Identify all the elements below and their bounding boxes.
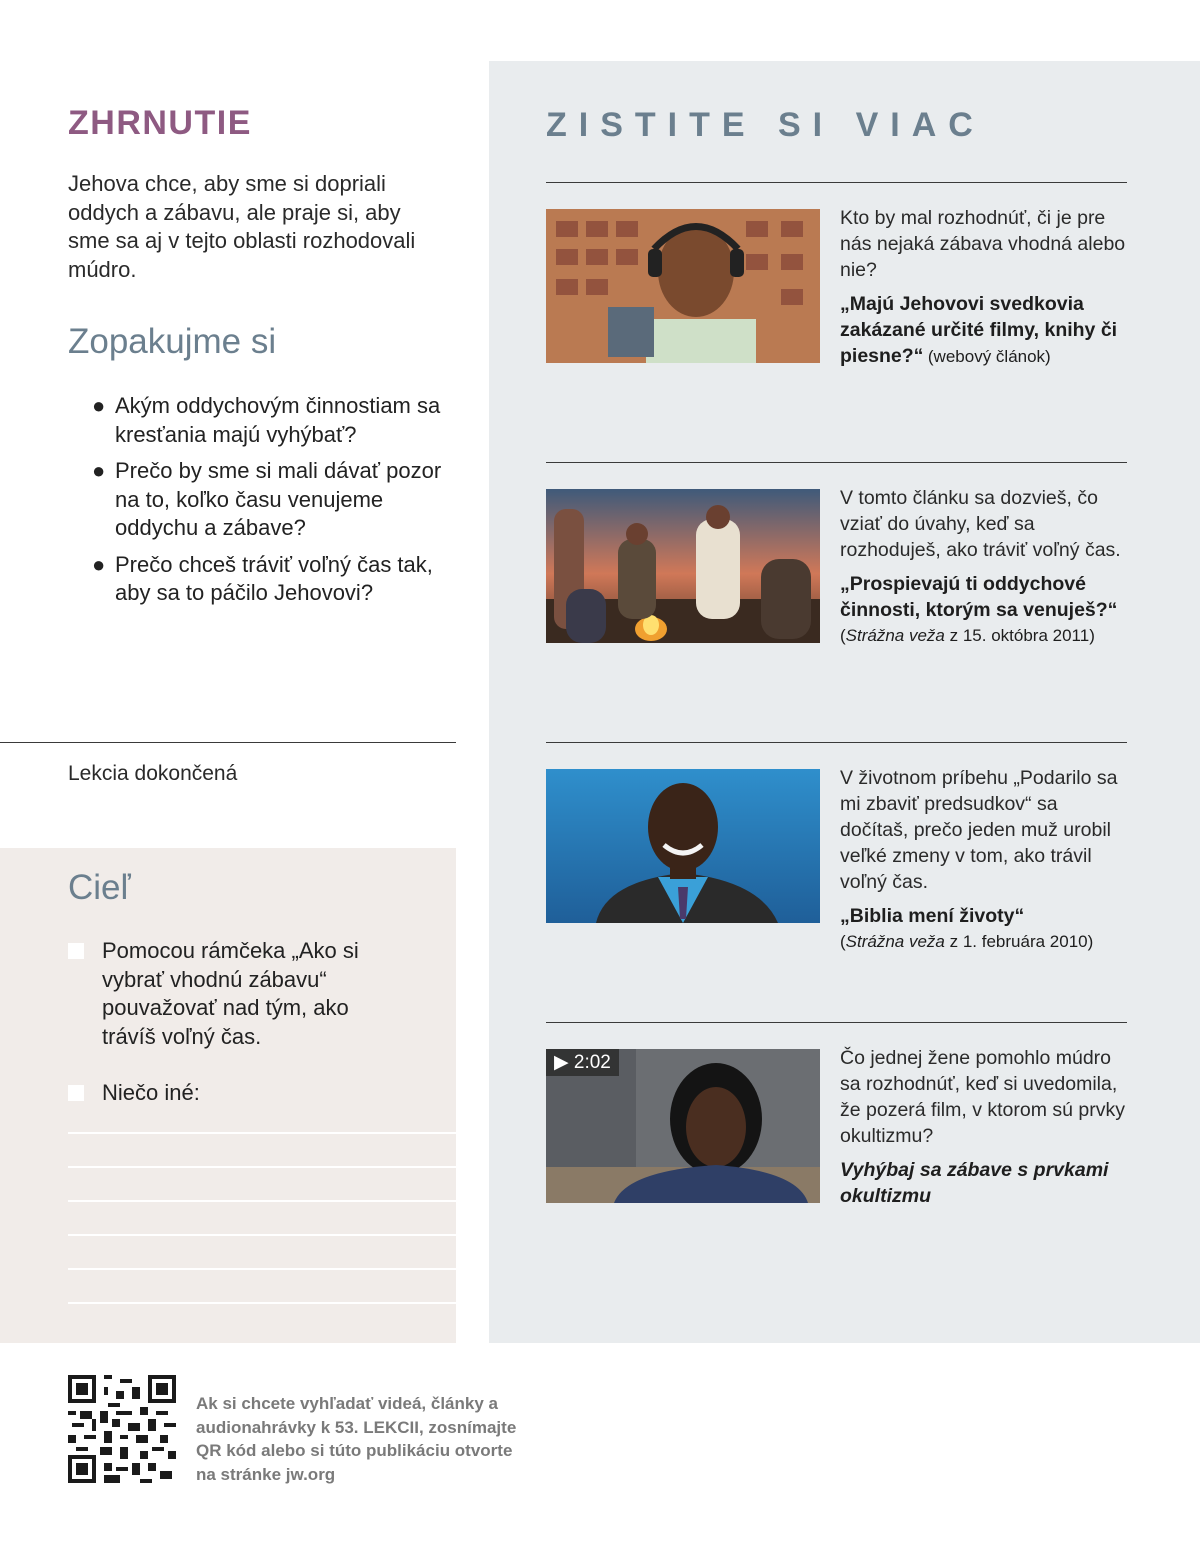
entry-description: Čo jednej žene pomohlo múdro sa rozhodnúť, keď si uvedomila, že pozerá film, v ktorom sú prvky okultizmu? [840, 1047, 1125, 1147]
source-date: z 15. októbra 2011) [944, 626, 1095, 645]
source-date: z 1. februára 2010) [944, 932, 1094, 951]
article-link[interactable]: „Prospievajú ti oddychové činnosti, ktorým sa venuješ?“ [840, 573, 1118, 621]
video-link[interactable]: Vyhýbaj sa zábave s prvkami okultizmu [840, 1159, 1109, 1207]
review-item-text: Prečo chceš tráviť voľný čas tak, aby sa to páčilo Jehovovi? [115, 551, 433, 605]
entry-text [840, 485, 1130, 649]
bullet-icon: ● [92, 458, 106, 483]
review-item [92, 392, 462, 449]
source-publication: Strážna veža [845, 626, 945, 645]
bullet-icon: ● [92, 551, 106, 577]
article-thumbnail[interactable] [546, 209, 820, 363]
qr-code-graphic [68, 1375, 176, 1483]
summary-text: Jehova chce, aby sme si dopriali oddych a zábavu, ale praje si, aby sme sa aj v tejto oblasti rozhodovali múdro. [68, 171, 416, 282]
writing-line[interactable] [68, 1302, 456, 1304]
entry-description: V životnom príbehu „Podarilo sa mi zbaviť predsudkov“ sa dočítaš, prečo jeden muž urobil veľké zmeny v tom, ako trávil voľný čas. [840, 767, 1118, 893]
goal-checkbox[interactable] [68, 1085, 84, 1101]
review-heading: Zopakujme si [68, 322, 277, 361]
goal-item-text: Pomocou rámčeka „Ako si vybrať vhodnú zábavu“ pouvažovať nad tým, ako trávíš voľný čas. [102, 938, 359, 1049]
article-link[interactable]: „Majú Jehovovi svedkovia zakázané určité filmy, knihy či piesne?“ [840, 293, 1118, 367]
entry-description: V tomto článku sa dozvieš, čo vziať do úvahy, keď sa rozhoduješ, ako tráviť voľný čas. [840, 487, 1121, 561]
entry-divider [546, 1022, 1127, 1023]
teen-headphones-image [546, 209, 820, 363]
learn-more-heading: ZISTITE SI VIAC [546, 106, 985, 144]
article-thumbnail[interactable] [546, 769, 820, 923]
article-thumbnail[interactable] [546, 489, 820, 643]
video-duration-badge: ▶ 2:02 [546, 1049, 619, 1076]
review-item-text: Prečo by sme si mali dávať pozor na to, koľko času venujeme oddychu a zábave? [115, 458, 442, 540]
goal-item-other[interactable] [68, 1079, 408, 1108]
writing-line[interactable] [68, 1200, 456, 1202]
entry-source [840, 623, 1130, 649]
writing-line[interactable] [68, 1132, 456, 1134]
goal-heading: Cieľ [68, 868, 131, 907]
review-item-text: Akým oddychovým činnostiam sa kresťania majú vyhýbať? [115, 393, 441, 447]
article-link[interactable]: „Biblia mení životy“ [840, 905, 1025, 927]
goal-item[interactable] [68, 937, 408, 1051]
footer-instructions: Ak si chcete vyhľadať videá, články a audionahrávky k 53. LEKCII, zosnímajte QR kód alebo si túto publikáciu otvorte na stránke jw.org [196, 1394, 517, 1484]
entry-divider [546, 182, 1127, 183]
source-publication: Strážna veža [845, 932, 945, 951]
bullet-icon: ● [92, 393, 106, 418]
lesson-complete-label: Lekcia dokončená [68, 762, 238, 785]
review-item [92, 457, 462, 543]
entry-text [840, 1045, 1130, 1209]
qr-code-icon[interactable] [68, 1375, 176, 1483]
goal-item-text: Niečo iné: [102, 1080, 200, 1105]
entry-text [840, 205, 1130, 370]
writing-line[interactable] [68, 1166, 456, 1168]
entry-text [840, 765, 1130, 955]
entry-divider [546, 742, 1127, 743]
entry-divider [546, 462, 1127, 463]
writing-line[interactable] [68, 1268, 456, 1270]
summary-heading: ZHRNUTIE [68, 104, 252, 142]
smiling-man-image [546, 769, 820, 923]
goal-checkbox[interactable] [68, 943, 84, 959]
lesson-divider [0, 742, 456, 743]
source-prefix: ( [840, 626, 846, 645]
campfire-scene-image [546, 489, 820, 643]
source-prefix: ( [840, 932, 846, 951]
video-thumbnail[interactable] [546, 1049, 820, 1203]
writing-line[interactable] [68, 1234, 456, 1236]
review-item [92, 551, 462, 608]
entry-description: Kto by mal rozhodnúť, či je pre nás nejaká zábava vhodná alebo nie? [840, 207, 1126, 281]
entry-source: (webový článok) [927, 347, 1051, 366]
review-list [92, 392, 462, 616]
entry-source [840, 929, 1130, 955]
